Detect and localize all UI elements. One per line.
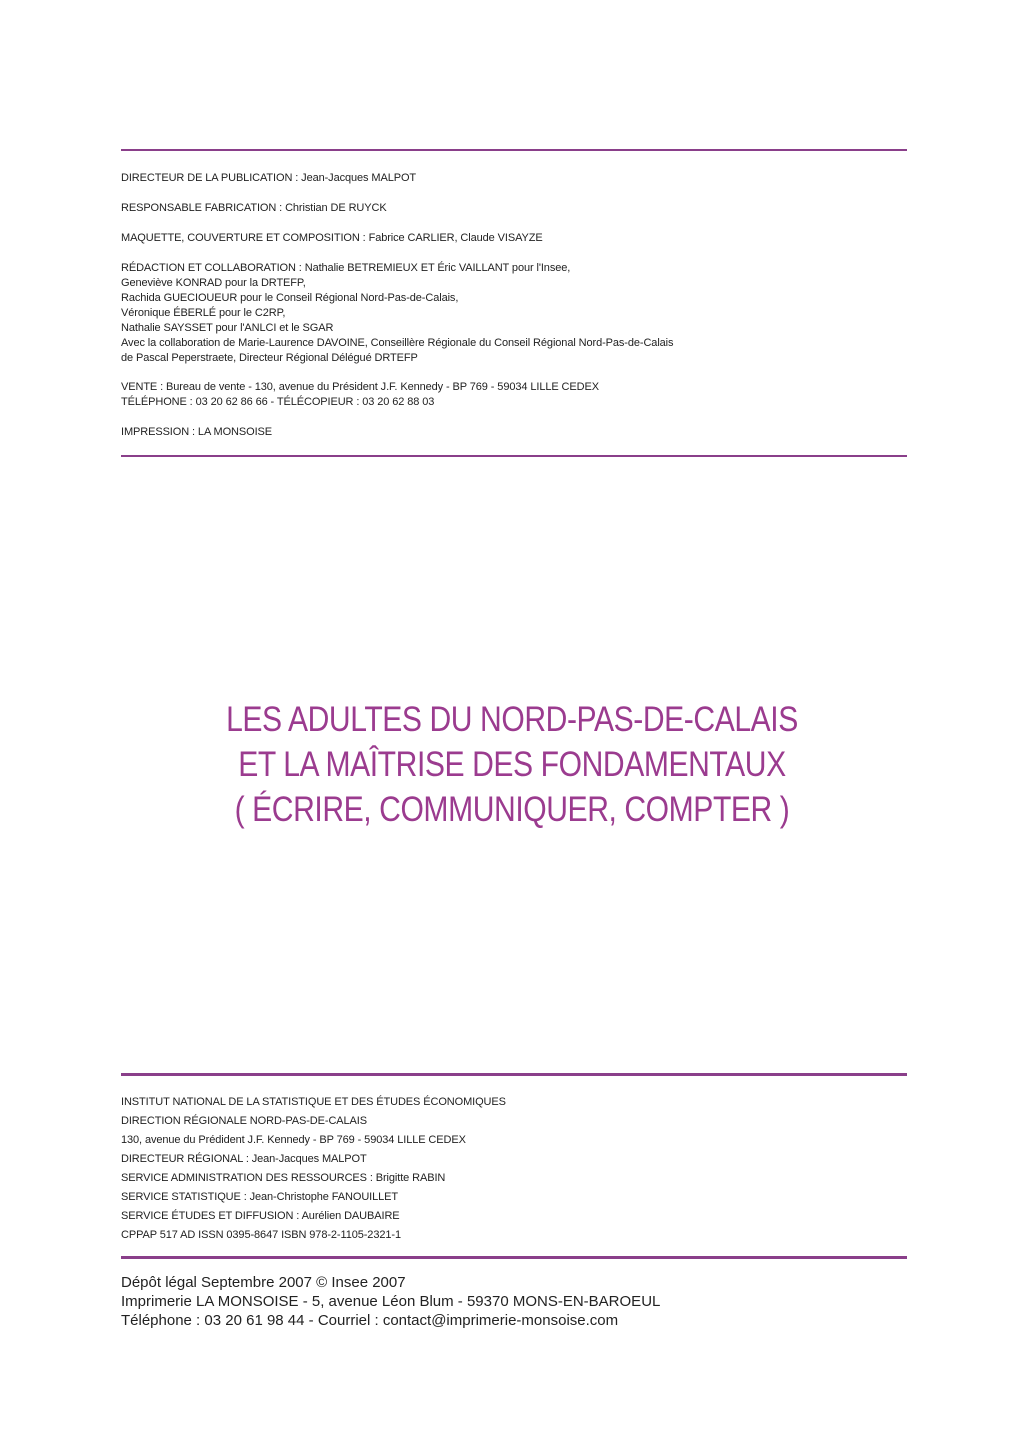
sales-phone: TÉLÉPHONE : 03 20 62 86 66 - TÉLÉCOPIEUR : 03 20 62 88 03 — [121, 396, 435, 408]
credits-bottom-rule — [121, 455, 907, 457]
institute-line: DIRECTEUR RÉGIONAL : Jean-Jacques MALPOT — [121, 1153, 367, 1165]
printer-address: Imprimerie LA MONSOISE - 5, avenue Léon Blum - 59370 MONS-EN-BAROEUL — [121, 1293, 661, 1310]
editorial-line: Rachida GUECIOUEUR pour le Conseil Régional Nord-Pas-de-Calais, — [121, 292, 459, 304]
printing-credit: IMPRESSION : LA MONSOISE — [121, 426, 273, 438]
institute-line: INSTITUT NATIONAL DE LA STATISTIQUE ET DES ÉTUDES ÉCONOMIQUES — [121, 1096, 506, 1108]
legal-block — [121, 1273, 660, 1330]
top-rule — [121, 149, 907, 151]
legal-deposit: Dépôt légal Septembre 2007 © Insee 2007 — [121, 1274, 406, 1291]
editorial-line: Véronique ÉBERLÉ pour le C2RP, — [121, 307, 286, 319]
production-manager: RESPONSABLE FABRICATION : Christian DE RUYCK — [121, 202, 387, 214]
institute-line: DIRECTION RÉGIONALE NORD-PAS-DE-CALAIS — [121, 1115, 367, 1127]
collaboration-line: de Pascal Peperstraete, Directeur Régional Délégué DRTEFP — [121, 352, 418, 364]
institute-line: SERVICE STATISTIQUE : Jean-Christophe FANOUILLET — [121, 1191, 399, 1203]
title-line-3: ( ÉCRIRE, COMMUNIQUER, COMPTER ) — [234, 790, 790, 829]
institute-line: SERVICE ADMINISTRATION DES RESSOURCES : Brigitte RABIN — [121, 1172, 446, 1184]
institute-line: 130, avenue du Prédident J.F. Kennedy - BP 769 - 59034 LILLE CEDEX — [121, 1134, 466, 1146]
title-line-2: ET LA MAÎTRISE DES FONDAMENTAUX — [238, 745, 786, 784]
publication-director: DIRECTEUR DE LA PUBLICATION : Jean-Jacques MALPOT — [121, 172, 417, 184]
editorial-line: RÉDACTION ET COLLABORATION : Nathalie BETREMIEUX ET Éric VAILLANT pour l'Insee, — [121, 262, 571, 274]
editorial-credits — [121, 261, 907, 336]
editorial-line: Nathalie SAYSSET pour l'ANLCI et le SGAR — [121, 322, 334, 334]
sales-address: VENTE : Bureau de vente - 130, avenue du Président J.F. Kennedy - BP 769 - 59034 LILLE CEDEX — [121, 381, 599, 393]
layout-credits: MAQUETTE, COUVERTURE ET COMPOSITION : Fabrice CARLIER, Claude VISAYZE — [121, 232, 543, 244]
institute-line: CPPAP 517 AD ISSN 0395-8647 ISBN 978-2-1105-2321-1 — [121, 1229, 401, 1241]
collaboration-credits — [121, 336, 907, 366]
collaboration-line: Avec la collaboration de Marie-Laurence DAVOINE, Conseillère Régionale du Conseil Régional Nord-Pas-de-Calais — [121, 337, 674, 349]
institute-block — [121, 1093, 907, 1245]
institute-line: SERVICE ÉTUDES ET DIFFUSION : Aurélien DAUBAIRE — [121, 1210, 400, 1222]
printer-contact: Téléphone : 03 20 61 98 44 - Courriel : contact@imprimerie-monsoise.com — [121, 1312, 619, 1329]
document-title — [72, 697, 953, 832]
legal-top-rule — [121, 1256, 907, 1259]
title-line-1: LES ADULTES DU NORD-PAS-DE-CALAIS — [226, 700, 798, 739]
institute-top-rule — [121, 1073, 907, 1076]
editorial-line: Geneviève KONRAD pour la DRTEFP, — [121, 277, 306, 289]
